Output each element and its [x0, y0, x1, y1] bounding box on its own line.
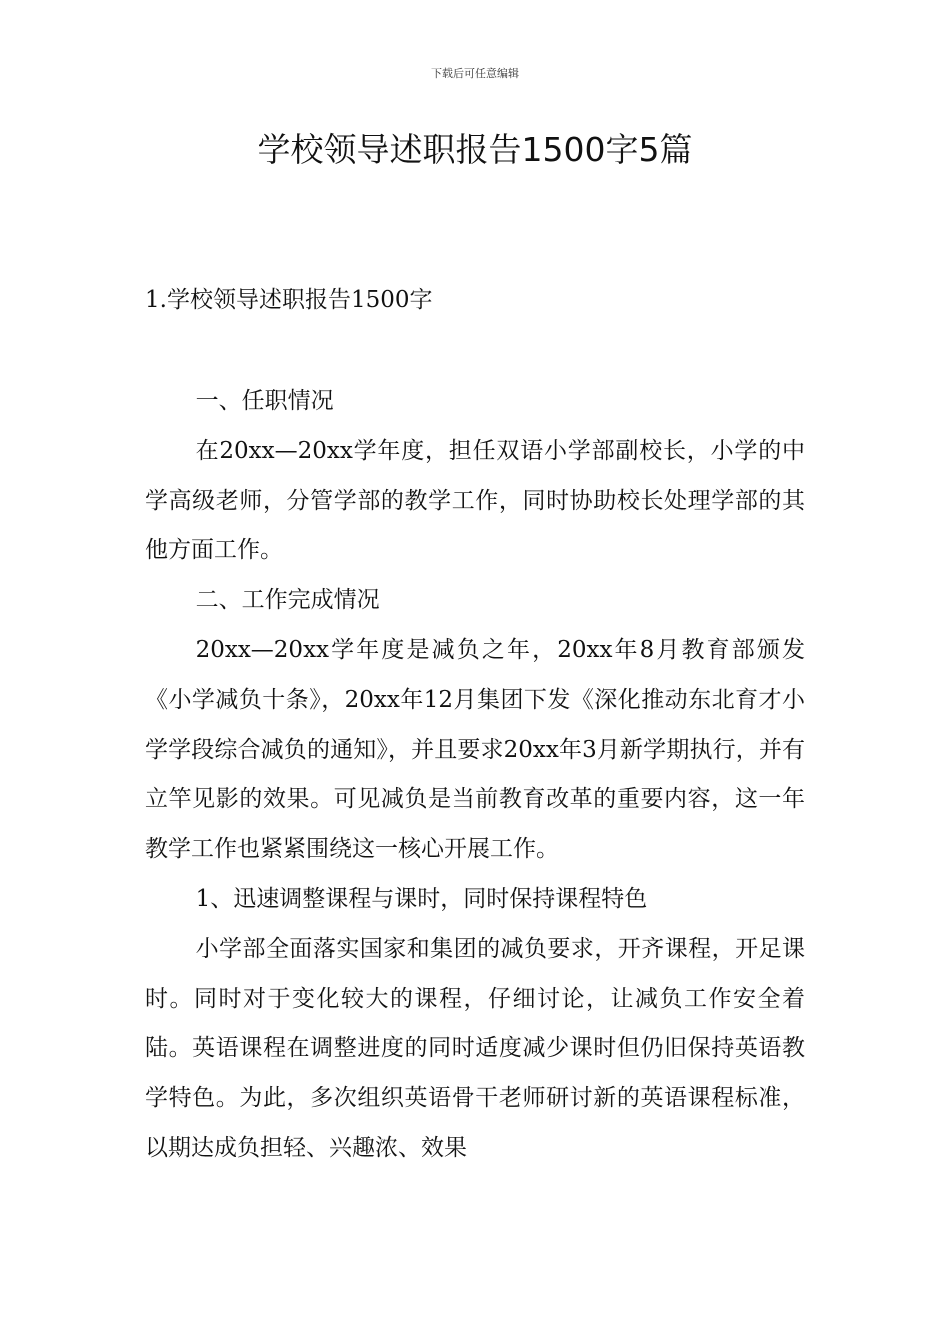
header-note: 下载后可任意编辑 — [431, 67, 519, 80]
subheading-curriculum: 1、迅速调整课程与课时，同时保持课程特色 — [195, 885, 648, 912]
document-title: 学校领导述职报告1500字5篇 — [257, 130, 693, 169]
paragraph-appointment: 在20xx—20xx学年度，担任双语小学部副校长，小学的中学高级老师，分管学部的教学工作，同时协助校长处理学部的其他方面工作。 — [145, 437, 805, 564]
subheading-work-completion: 二、工作完成情况 — [195, 587, 380, 614]
document-body — [145, 377, 805, 1174]
paragraph-work-completion: 20xx—20xx学年度是减负之年，20xx年8月教育部颁发《小学减负十条》，20xx年12月集团下发《深化推动东北育才小学学段综合减负的通知》，并且要求20xx年3月新学期执行，并有立竿见影的效果。可见减负是当前教育改革的重要内容，这一年教学工作也紧紧围绕这一核心开展工作。 — [145, 636, 805, 863]
section-heading: 1.学校领导述职报告1500字 — [145, 287, 433, 313]
subheading-appointment: 一、任职情况 — [195, 388, 334, 414]
paragraph-curriculum: 小学部全面落实国家和集团的减负要求，开齐课程，开足课时。同时对于变化较大的课程，仔细讨论，让减负工作安全着陆。英语课程在调整进度的同时适度减少课时但仍旧保持英语教学特色。为此，多次组织英语骨干老师研讨新的英语课程标准，以期达成负担轻、兴趣浓、效果 — [145, 935, 805, 1161]
